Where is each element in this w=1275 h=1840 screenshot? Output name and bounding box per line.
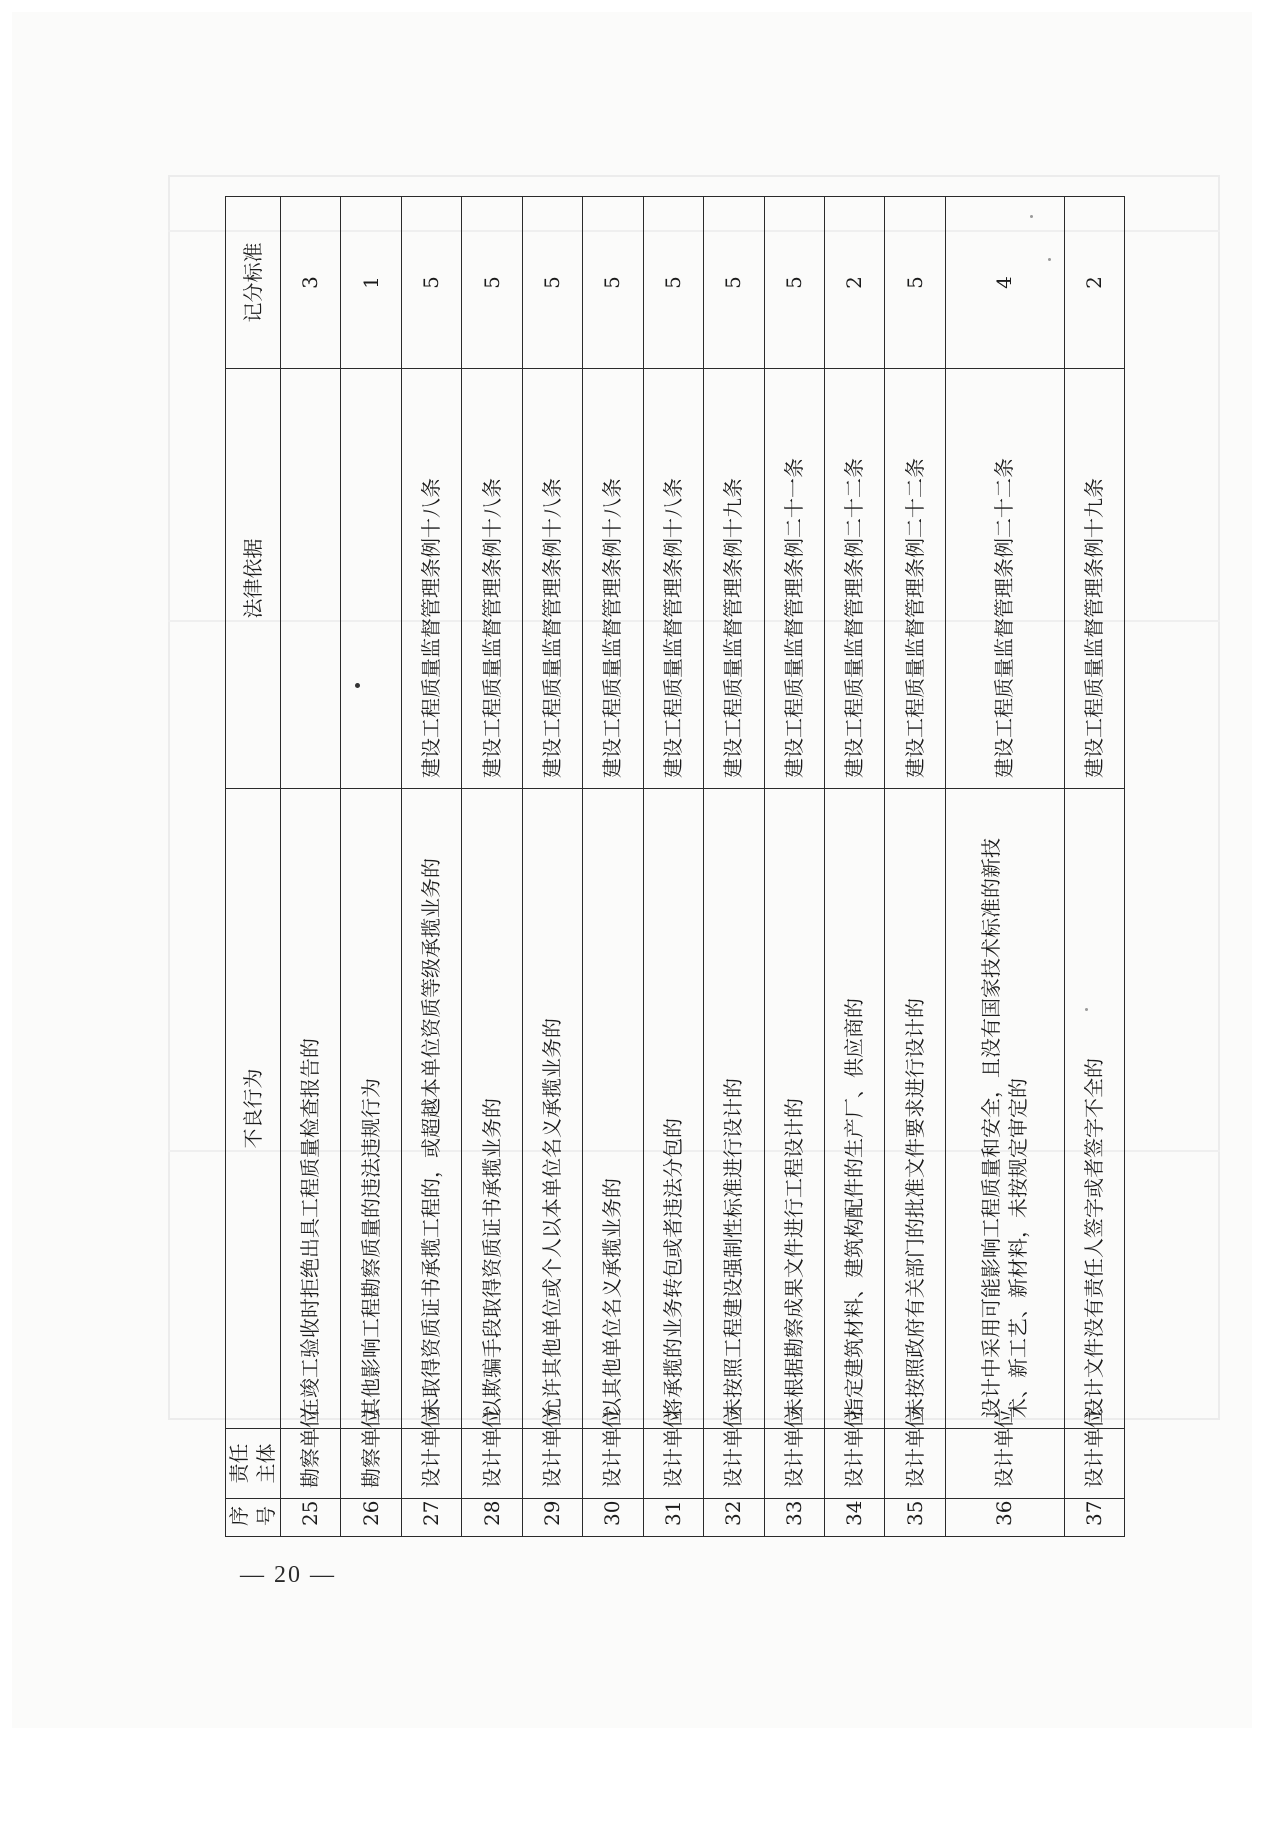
cell-score: 2 [824, 197, 884, 369]
cell-basis: 建设工程质量监督管理条例十八条 [522, 369, 582, 789]
cell-score: 5 [643, 197, 703, 369]
cell-no: 31 [643, 1499, 703, 1537]
cell-entity: 设计单位 [583, 1429, 643, 1499]
cell-no: 34 [824, 1499, 884, 1537]
cell-behavior: 其他影响工程勘察质量的违法违规行为 [341, 789, 401, 1429]
cell-no: 28 [462, 1499, 522, 1537]
header-entity: 责任主体 [226, 1429, 281, 1499]
cell-basis: 建设工程质量监督管理条例十九条 [1064, 369, 1124, 789]
cell-entity: 设计单位 [462, 1429, 522, 1499]
cell-basis: 建设工程质量监督管理条例十九条 [704, 369, 764, 789]
rotated-table-container [225, 197, 1125, 1537]
cell-basis: 建设工程质量监督管理条例十八条 [401, 369, 461, 789]
cell-behavior: 指定建筑材料、建筑构配件的生产厂、供应商的 [824, 789, 884, 1429]
table-row [341, 197, 401, 1537]
cell-no: 35 [885, 1499, 945, 1537]
table-row [401, 197, 461, 1537]
cell-score: 4 [945, 197, 1064, 369]
cell-basis: 建设工程质量监督管理条例十八条 [462, 369, 522, 789]
cell-entity: 设计单位 [945, 1429, 1064, 1499]
header-score: 记分标准 [226, 197, 281, 369]
cell-score: 5 [583, 197, 643, 369]
cell-no: 36 [945, 1499, 1064, 1537]
cell-basis: 建设工程质量监督管理条例二十二条 [885, 369, 945, 789]
table-row [281, 197, 341, 1537]
table-row [522, 197, 582, 1537]
cell-score: 1 [341, 197, 401, 369]
cell-entity: 设计单位 [704, 1429, 764, 1499]
page-number: — 20 — [240, 1562, 336, 1588]
header-basis: 法律依据 [226, 369, 281, 789]
cell-behavior: 将承揽的业务转包或者违法分包的 [643, 789, 703, 1429]
table-row [764, 197, 824, 1537]
cell-behavior: 设计文件没有责任人签字或者签字不全的 [1064, 789, 1124, 1429]
table-row [583, 197, 643, 1537]
violation-scoring-table [225, 196, 1125, 1537]
table-row [824, 197, 884, 1537]
cell-score: 5 [764, 197, 824, 369]
cell-entity: 设计单位 [764, 1429, 824, 1499]
header-behavior: 不良行为 [226, 789, 281, 1429]
cell-no: 29 [522, 1499, 582, 1537]
cell-behavior: 允许其他单位或个人以本单位名义承揽业务的 [522, 789, 582, 1429]
cell-basis: 建设工程质量监督管理条例二十二条 [824, 369, 884, 789]
cell-no: 27 [401, 1499, 461, 1537]
table-row [1064, 197, 1124, 1537]
cell-entity: 设计单位 [401, 1429, 461, 1499]
cell-basis: 建设工程质量监督管理条例二十二条 [945, 369, 1064, 789]
cell-score: 5 [462, 197, 522, 369]
cell-no: 37 [1064, 1499, 1124, 1537]
table-row [462, 197, 522, 1537]
header-no: 序号 [226, 1499, 281, 1537]
cell-basis [341, 369, 401, 789]
table-row [643, 197, 703, 1537]
cell-score: 5 [401, 197, 461, 369]
cell-behavior: 未按照工程建设强制性标准进行设计的 [704, 789, 764, 1429]
cell-score: 3 [281, 197, 341, 369]
cell-entity: 设计单位 [885, 1429, 945, 1499]
table-row [885, 197, 945, 1537]
cell-basis: 建设工程质量监督管理条例十八条 [583, 369, 643, 789]
cell-basis: 建设工程质量监督管理条例十八条 [643, 369, 703, 789]
cell-entity: 设计单位 [643, 1429, 703, 1499]
cell-no: 33 [764, 1499, 824, 1537]
cell-behavior: 未根据勘察成果文件进行工程设计的 [764, 789, 824, 1429]
cell-no: 30 [583, 1499, 643, 1537]
cell-basis [281, 369, 341, 789]
cell-no: 25 [281, 1499, 341, 1537]
table-header-row [226, 197, 281, 1537]
cell-score: 5 [522, 197, 582, 369]
cell-behavior: 以其他单位名义承揽业务的 [583, 789, 643, 1429]
table-row [704, 197, 764, 1537]
cell-score: 5 [704, 197, 764, 369]
cell-behavior: 在竣工验收时拒绝出具工程质量检查报告的 [281, 789, 341, 1429]
cell-entity: 设计单位 [1064, 1429, 1124, 1499]
table-row [945, 197, 1064, 1537]
cell-entity: 设计单位 [824, 1429, 884, 1499]
cell-entity: 勘察单位 [281, 1429, 341, 1499]
cell-behavior: 设计中采用可能影响工程质量和安全，且没有国家技术标准的新技术、新工艺、新材料，未按规定审定的 [945, 789, 1064, 1429]
cell-behavior: 未取得资质证书承揽工程的，或超越本单位资质等级承揽业务的 [401, 789, 461, 1429]
cell-entity: 设计单位 [522, 1429, 582, 1499]
cell-basis: 建设工程质量监督管理条例二十一条 [764, 369, 824, 789]
cell-no: 32 [704, 1499, 764, 1537]
cell-entity: 勘察单位 [341, 1429, 401, 1499]
cell-score: 2 [1064, 197, 1124, 369]
cell-behavior: 以欺骗手段取得资质证书承揽业务的 [462, 789, 522, 1429]
cell-no: 26 [341, 1499, 401, 1537]
cell-behavior: 未按照政府有关部门的批准文件要求进行设计的 [885, 789, 945, 1429]
cell-score: 5 [885, 197, 945, 369]
